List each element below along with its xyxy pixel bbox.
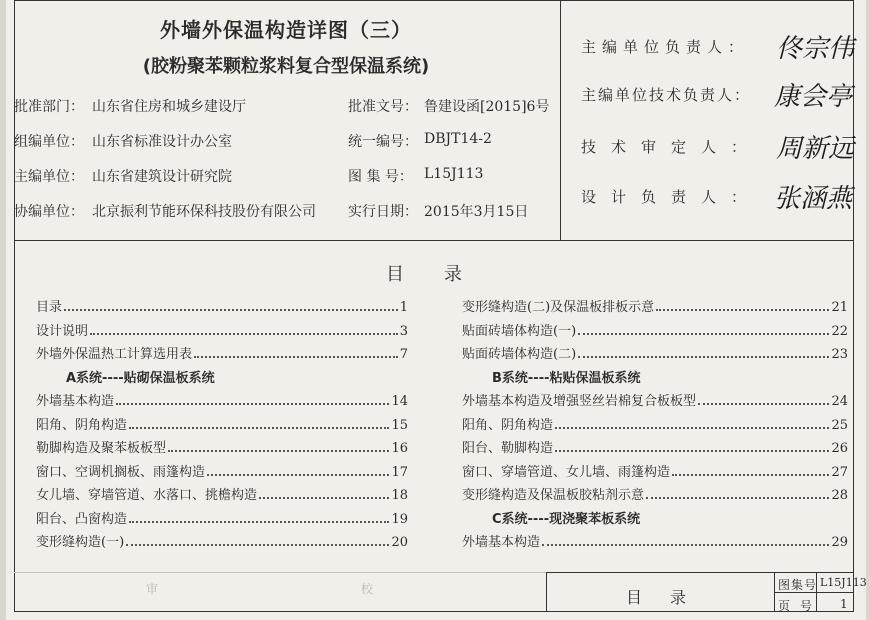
page-number-value: 1 <box>840 597 848 611</box>
toc-entry-page: 17 <box>391 464 408 480</box>
toc-entry-title: 设计说明 <box>36 323 89 339</box>
toc-entry <box>462 531 848 550</box>
toc-leader-dots <box>555 450 829 452</box>
toc-entry <box>462 296 848 315</box>
info-label: 统一编号： <box>348 134 418 150</box>
signature: 张涵燕 <box>774 184 853 214</box>
toc-leader-dots <box>672 474 829 476</box>
info-label: 批准文号： <box>348 99 418 115</box>
info-value: 北京振利节能环保科技股份有限公司 <box>92 204 316 220</box>
toc-entry-page: 19 <box>391 511 408 527</box>
atlas-number-label: 图集号 <box>778 578 818 592</box>
toc-entry <box>36 320 408 339</box>
header-divider <box>560 0 561 240</box>
page-subtitle: (胶粉聚苯颗粒浆料复合型保温系统) <box>142 56 430 77</box>
responsible-label: 主编单位负责人： <box>581 38 750 56</box>
toc-leader-dots <box>64 309 398 311</box>
toc-leader-dots <box>259 497 389 499</box>
toc-leader-dots <box>578 356 829 358</box>
info-value: 山东省建筑设计研究院 <box>92 169 232 185</box>
toc-entry <box>36 414 408 433</box>
toc-entry <box>462 461 848 480</box>
toc-entry-page: 22 <box>831 323 848 339</box>
toc-entry <box>462 437 848 456</box>
toc-leader-dots <box>116 403 389 405</box>
info-value: 2015年3月15日 <box>424 204 529 220</box>
toc-entry <box>36 437 408 456</box>
toc-entry-page: 1 <box>399 300 408 315</box>
toc-entry-title: 外墙外保温热工计算选用表 <box>36 347 193 362</box>
title-block-name: 目录 <box>626 588 715 607</box>
page-number-label: 页号 <box>778 599 823 613</box>
toc-entry <box>462 390 848 409</box>
info-label: 主编单位： <box>14 169 84 185</box>
toc-entry <box>36 461 408 480</box>
toc-entry <box>462 320 848 339</box>
signature: 周新远 <box>776 134 855 164</box>
toc-entry-page: 7 <box>399 347 408 362</box>
title-block-top <box>546 572 854 573</box>
toc-entry-page: 25 <box>831 417 848 433</box>
toc-entry <box>36 390 408 409</box>
toc-entry-page: 23 <box>831 347 848 362</box>
faint-text-left: 审 <box>146 582 159 596</box>
toc-entry-page: 3 <box>399 323 408 339</box>
toc-entry-page: 27 <box>831 464 848 480</box>
toc-leader-dots <box>698 403 829 405</box>
toc-leader-dots <box>646 497 829 499</box>
responsible-label: 主编单位技术负责人： <box>581 86 752 104</box>
toc-entry-title: 变形缝构造及保温板胶粘剂示意 <box>462 488 645 503</box>
info-label: 协编单位： <box>14 204 84 220</box>
toc-leader-dots <box>656 309 829 311</box>
toc-entry <box>36 531 408 550</box>
toc-entry-title: 贴面砖墙体构造(二) <box>462 347 577 362</box>
faint-text-mid: 校 <box>361 582 374 596</box>
toc-entry-title: 窗口、空调机搁板、雨篷构造 <box>36 464 206 480</box>
toc-entry <box>462 484 848 503</box>
toc-leader-dots <box>168 450 389 452</box>
atlas-number-value: L15J113 <box>820 576 867 589</box>
toc-entry <box>36 508 408 527</box>
toc-entry <box>36 343 408 362</box>
info-value: L15J113 <box>424 166 484 182</box>
toc-entry-title: 勒脚构造及聚苯板板型 <box>36 441 167 456</box>
toc-section-heading: B系统----粘贴保温板系统 <box>492 370 641 386</box>
toc-leader-dots <box>126 544 389 546</box>
toc-entry-title: 外墙基本构造 <box>462 535 541 550</box>
toc-entry-title: 阳角、阴角构造 <box>462 417 554 433</box>
page-title: 外墙外保温构造详图（三） <box>160 18 412 42</box>
info-value: DBJT14-2 <box>424 131 492 147</box>
info-label: 图 集 号： <box>348 169 413 185</box>
toc-entry-title: 女儿墙、穿墙管道、水落口、挑檐构造 <box>36 488 258 503</box>
responsible-label: 技术审定人： <box>581 138 762 156</box>
drawing-sheet <box>6 0 866 620</box>
toc-entry-title: 阳台、凸窗构造 <box>36 511 128 527</box>
toc-leader-dots <box>555 427 829 429</box>
info-value: 鲁建设函[2015]6号 <box>424 99 550 115</box>
toc-entry-page: 20 <box>391 535 408 550</box>
toc-entry <box>462 343 848 362</box>
toc-entry-title: 外墙基本构造 <box>36 394 115 409</box>
toc-entry-page: 14 <box>391 394 408 409</box>
signature: 佟宗伟 <box>776 34 855 64</box>
info-value: 山东省住房和城乡建设厅 <box>92 99 246 115</box>
toc-entry-title: 变形缝构造(二)及保温板排板示意 <box>462 300 655 315</box>
toc-entry-page: 16 <box>391 441 408 456</box>
toc-entry-title: 外墙基本构造及增强竖丝岩棉复合板板型 <box>462 394 697 409</box>
toc-entry-page: 29 <box>831 535 848 550</box>
toc-entry-title: 贴面砖墙体构造(一) <box>462 323 577 339</box>
toc-entry-page: 15 <box>391 417 408 433</box>
toc-entry-title: 阳台、勒脚构造 <box>462 441 554 456</box>
toc-entry-page: 28 <box>831 488 848 503</box>
info-label: 批准部门： <box>14 99 84 115</box>
toc-entry-title: 目录 <box>36 300 63 315</box>
title-block-left <box>546 572 547 612</box>
toc-heading: 目录 <box>386 264 502 285</box>
info-label: 组编单位： <box>14 134 84 150</box>
toc-entry-title: 阳角、阴角构造 <box>36 417 128 433</box>
faint-line <box>14 572 546 573</box>
toc-entry-page: 18 <box>391 488 408 503</box>
info-label: 实行日期： <box>348 204 418 220</box>
info-value: 山东省标准设计办公室 <box>92 134 232 150</box>
toc-entry <box>462 414 848 433</box>
toc-entry <box>36 484 408 503</box>
responsible-label: 设计负责人： <box>581 188 762 206</box>
signature: 康会亭 <box>774 82 853 112</box>
toc-entry-page: 26 <box>831 441 848 456</box>
toc-leader-dots <box>578 333 829 335</box>
toc-section-heading: C系统----现浇聚苯板系统 <box>492 511 641 527</box>
toc-leader-dots <box>207 474 389 476</box>
toc-leader-dots <box>542 544 829 546</box>
toc-entry-title: 窗口、穿墙管道、女儿墙、雨篷构造 <box>462 464 671 480</box>
header-bottom-line <box>14 240 854 241</box>
toc-leader-dots <box>129 427 389 429</box>
toc-section-heading: A系统----贴砌保温板系统 <box>66 370 215 386</box>
toc-entry-page: 21 <box>831 300 848 315</box>
toc-entry <box>36 296 408 315</box>
toc-entry-title: 变形缝构造(一) <box>36 535 125 550</box>
toc-leader-dots <box>90 333 398 335</box>
toc-entry-page: 24 <box>831 394 848 409</box>
toc-leader-dots <box>129 521 389 523</box>
toc-leader-dots <box>194 356 398 358</box>
